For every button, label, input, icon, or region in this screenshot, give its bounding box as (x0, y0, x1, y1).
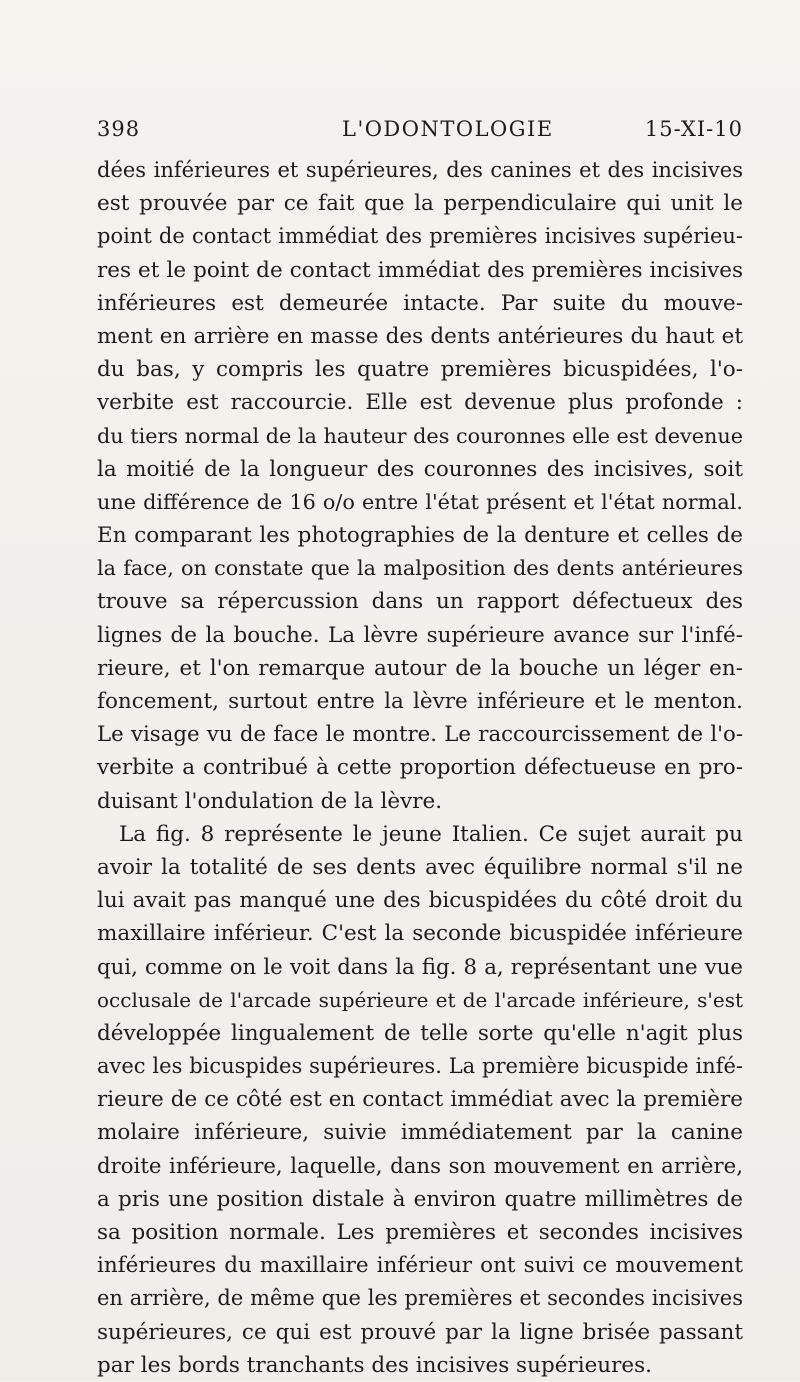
text-line: duisant l'ondulation de la lèvre. (97, 788, 443, 814)
text-line: verbite a contribué à cette proportion défectueuse en pro- (97, 755, 743, 781)
text-line: rieure, et l'on remarque autour de la bouche un léger en- (97, 655, 743, 681)
text-line: supérieures, ce qui est prouvé par la ligne brisée passant (97, 1319, 743, 1345)
text-line: la face, on constate que la malposition des dents antérieures (97, 556, 743, 581)
text-line: avec les bicuspides supérieures. La première bicuspide infé- (97, 1054, 743, 1079)
journal-title: L'ODONTOLOGIE (342, 117, 554, 141)
text-line: lignes de la bouche. La lèvre supérieure avance sur l'infé- (97, 622, 743, 648)
text-line: développée lingualement de telle sorte qu'elle n'agit plus (97, 1020, 743, 1046)
text-line: rieure de ce côté est en contact immédiat avec la première (97, 1087, 743, 1113)
text-line: point de contact immédiat des premières incisives supérieu- (97, 224, 743, 249)
text-line: a pris une position distale à environ quatre millimètres de (97, 1186, 743, 1212)
text-line: droite inférieure, laquelle, dans son mouvement en arrière, (97, 1153, 743, 1179)
body-text (97, 154, 743, 1382)
text-line: foncement, surtout entre la lèvre inférieure et le menton. (97, 689, 743, 714)
text-line: verbite est raccourcie. Elle est devenue plus profonde : (97, 390, 743, 416)
text-line: occlusale de l'arcade supérieure et de l'arcade inférieure, s'est (97, 987, 743, 1012)
text-line: dées inférieures et supérieures, des canines et des incisives (97, 158, 743, 182)
text-line: du bas, y compris les quatre premières bicuspidées, l'o- (97, 357, 743, 383)
text-line: par les bords tranchants des incisives supérieures. (97, 1352, 653, 1378)
text-line: Le visage vu de face le montre. Le raccourcissement de l'o- (97, 722, 743, 748)
text-line: res et le point de contact immédiat des premières incisives (97, 257, 743, 283)
text-line: du tiers normal de la hauteur des couronnes elle est devenue (97, 423, 743, 448)
text-line: inférieures est demeurée intacte. Par suite du mouve- (97, 290, 743, 316)
issue-date: 15-XI-10 (644, 117, 743, 141)
text-line: avoir la totalité de ses dents avec équilibre normal s'il ne (97, 854, 743, 880)
text-line: lui avait pas manqué une des bicuspidées du côté droit du (97, 888, 743, 914)
running-header (97, 117, 743, 145)
text-line: en arrière, de même que les premières et secondes incisives (97, 1286, 743, 1311)
text-line: sa position normale. Les premières et secondes incisives (97, 1220, 743, 1245)
text-line: inférieures du maxillaire inférieur ont suivi ce mouvement (97, 1253, 743, 1279)
page-number: 398 (97, 117, 141, 141)
text-line: qui, comme on le voit dans la fig. 8 a, représentant une vue (97, 954, 743, 980)
text-line: maxillaire inférieur. C'est la seconde bicuspidée inférieure (97, 921, 743, 947)
text-line: est prouvée par ce fait que la perpendiculaire qui unit le (97, 191, 743, 217)
text-line: molaire inférieure, suivie immédiatement par la canine (97, 1120, 743, 1146)
text-line: trouve sa répercussion dans un rapport défectueux des (97, 589, 743, 615)
text-line: ment en arrière en masse des dents antérieures du haut et (97, 323, 743, 349)
text-line: La fig. 8 représente le jeune Italien. Ce sujet aurait pu (119, 821, 743, 847)
text-line: En comparant les photographies de la denture et celles de (97, 523, 743, 549)
text-line: une différence de 16 o/o entre l'état présent et l'état normal. (97, 489, 743, 514)
text-line: la moitié de la longueur des couronnes des incisives, soit (97, 456, 743, 482)
